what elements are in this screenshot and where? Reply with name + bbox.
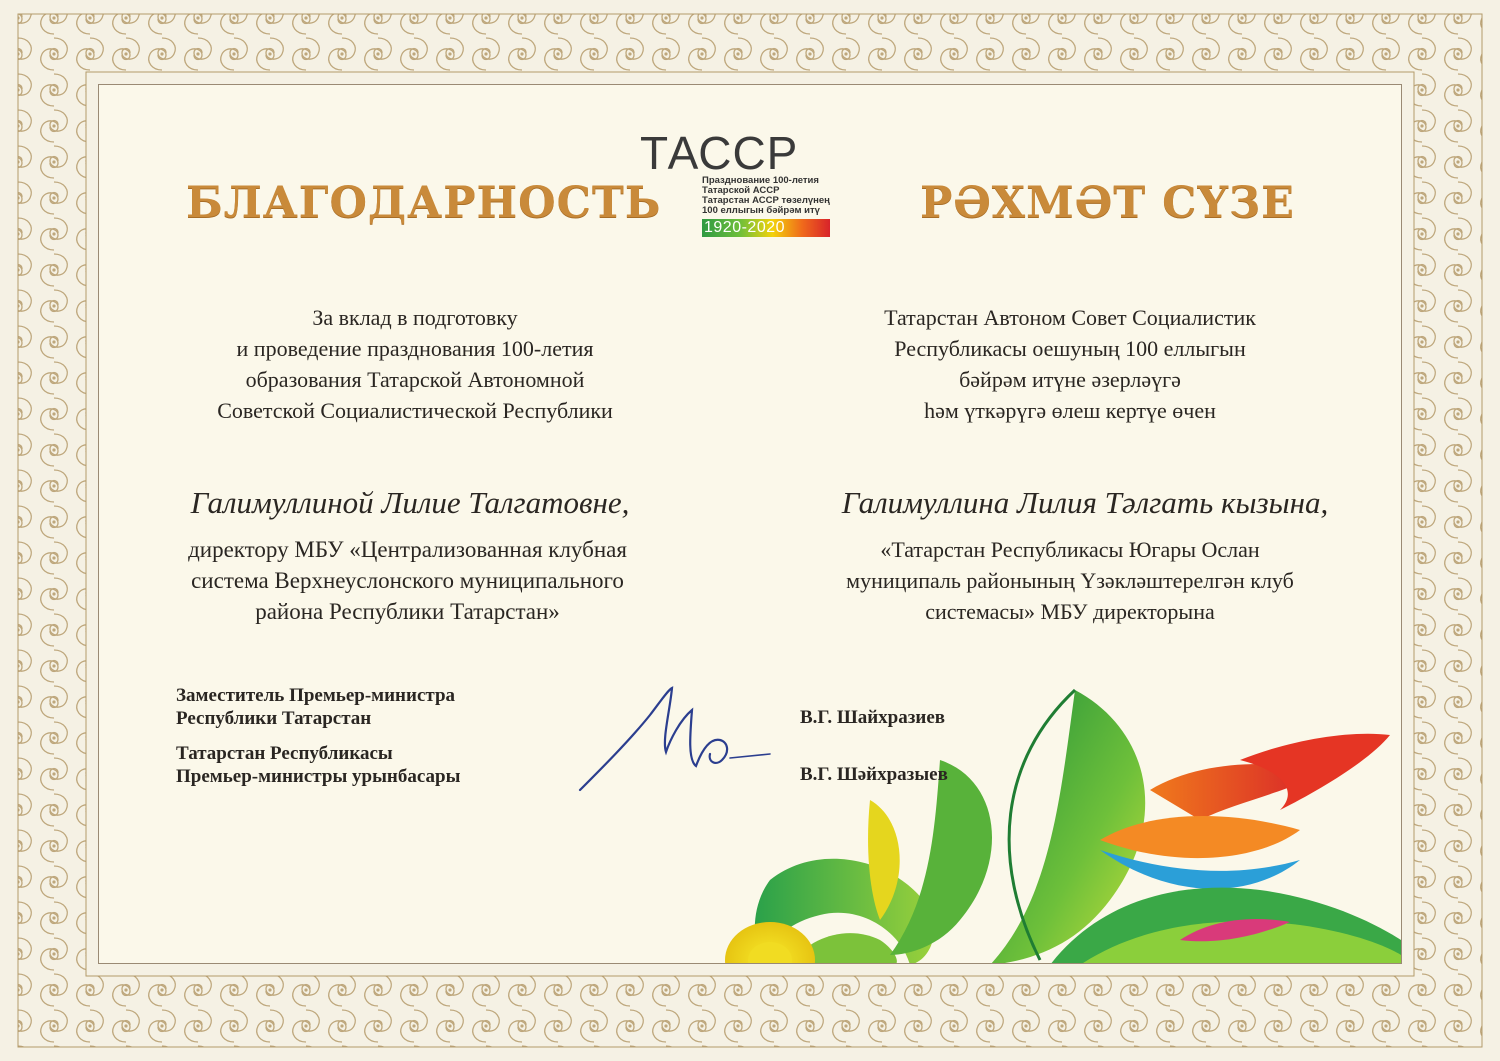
reason-tt-line: бәйрәм итүне әзерләүгә <box>959 367 1181 392</box>
recipient-name-tatar: Галимуллина Лилия Тәлгать кызына, <box>841 485 1329 520</box>
logo-main-text: ТАССР <box>640 127 799 179</box>
position-ru-line: директору МБУ «Централизованная клубная <box>188 537 627 562</box>
signer-name-tatar: В.Г. Шәйхразыев <box>800 764 948 785</box>
position-tt-line: «Татарстан Республикасы Югары Ослан <box>880 537 1260 562</box>
reason-tatar <box>805 302 1335 426</box>
reason-ru-line: образования Татарской Автономной <box>245 367 585 392</box>
signer-title-tt-line: Премьер-министры урынбасары <box>176 766 461 787</box>
logo-line-2: Татарской АССР <box>702 185 780 196</box>
logo-line-3: Татарстан АССР төзелүнең <box>702 195 830 206</box>
reason-ru-line: За вклад в подготовку <box>312 305 518 330</box>
signer-title-ru-line: Заместитель Премьер-министра <box>176 685 456 706</box>
reason-tt-line: Татарстан Автоном Совет Социалистик <box>884 305 1256 330</box>
reason-ru-line: Советской Социалистической Республики <box>217 398 613 423</box>
recipient-name-russian: Галимуллиной Лилие Талгатовне, <box>190 485 630 520</box>
position-russian <box>130 534 685 627</box>
reason-ru-line: и проведение празднования 100-летия <box>236 336 594 361</box>
logo-years-badge: 1920-2020 <box>702 219 830 237</box>
logo-line-1: Празднование 100-летия <box>702 175 819 186</box>
position-ru-line: района Республики Татарстан» <box>255 599 560 624</box>
reason-russian <box>150 302 680 426</box>
handwritten-signature <box>570 680 790 800</box>
position-tatar <box>790 534 1350 627</box>
position-tt-line: муниципаль районының Үзәкләштерелгән клуб <box>846 568 1294 593</box>
reason-tt-line: һәм үткәрүгә өлеш кертүе өчен <box>924 398 1216 423</box>
title-russian: БЛАГОДАРНОСТЬ <box>186 178 662 228</box>
position-ru-line: система Верхнеуслонского муниципального <box>191 568 624 593</box>
signer-title-tt-line: Татарстан Республикасы <box>176 743 393 764</box>
signer-name-russian: В.Г. Шайхразиев <box>800 707 946 728</box>
position-tt-line: системасы» МБУ директорына <box>925 599 1215 624</box>
reason-tt-line: Республикасы оешуның 100 еллыгын <box>894 336 1246 361</box>
signer-title-ru-line: Республики Татарстан <box>176 708 372 729</box>
title-tatar: РӘХМӘТ СҮЗЕ <box>920 178 1295 228</box>
tassr-logo <box>640 127 855 237</box>
logo-line-4: 100 еллыгын бәйрәм итү <box>702 205 820 216</box>
